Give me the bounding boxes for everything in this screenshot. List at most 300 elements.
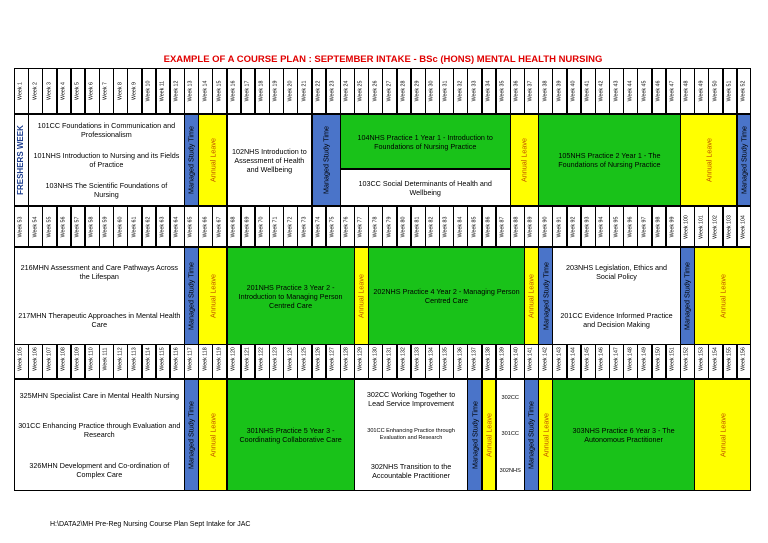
- module-name: 101NHS Introduction to Nursing and its Fields of Practice: [33, 151, 180, 169]
- week-header-cell: [28, 206, 43, 247]
- week-label: Week 150: [655, 346, 662, 371]
- week-header-cell: [666, 206, 681, 247]
- annual-leave-block: [510, 114, 539, 206]
- module-name: 216MHN Assessment and Care Pathways Across the Lifespan: [20, 263, 179, 281]
- week-label: Week 91: [556, 216, 563, 237]
- week-label: Week 71: [272, 216, 279, 237]
- week-label: Week 145: [584, 346, 591, 371]
- week-header-cell: [198, 206, 213, 247]
- week-header-cell: [723, 206, 738, 247]
- week-label: Week 16: [230, 80, 237, 102]
- week-label: Week 1: [17, 82, 24, 100]
- week-label: Week 59: [102, 216, 109, 237]
- managed-study-time-block: [184, 114, 199, 206]
- week-label: Week 104: [740, 214, 747, 239]
- week-label: Week 80: [400, 216, 407, 237]
- week-header-cell: [184, 206, 199, 247]
- week-label: Week 54: [31, 216, 38, 237]
- block-label: Annual Leave: [484, 413, 494, 457]
- week-label: Week 8: [116, 82, 123, 100]
- week-header-cell: [439, 68, 454, 114]
- practice-placement-block: [368, 247, 524, 345]
- practice-placement-block: [227, 247, 355, 345]
- week-label: Week 82: [428, 216, 435, 237]
- week-label: Week 155: [726, 346, 733, 371]
- week-label: Week 4: [60, 82, 67, 100]
- week-header-cell: [212, 206, 227, 247]
- module-block: [354, 379, 468, 491]
- week-label: Week 132: [400, 346, 407, 371]
- module-name: 101CC Foundations in Communication and Professionalism: [37, 121, 176, 139]
- annual-leave-block: [198, 114, 227, 206]
- week-header-cell: [368, 206, 383, 247]
- week-label: Week 30: [428, 80, 435, 102]
- week-header-cell: [227, 206, 242, 247]
- week-label: Week 154: [712, 346, 719, 371]
- week-header-cell: [425, 206, 440, 247]
- week-header-cell: [156, 206, 171, 247]
- module-name: 303NHS Practice 6 Year 3 - The Autonomous Practitioner: [572, 426, 675, 444]
- week-header-cell: [623, 68, 638, 114]
- week-header-cell: [382, 206, 397, 247]
- week-label: Week 65: [187, 216, 194, 237]
- week-label: Week 6: [88, 82, 95, 100]
- week-label: Week 115: [159, 346, 166, 371]
- week-header-cell: [453, 68, 468, 114]
- week-header-cell: [524, 68, 539, 114]
- week-label: Week 108: [60, 346, 67, 371]
- week-label: Week 22: [315, 80, 322, 102]
- week-label: Week 81: [414, 216, 421, 237]
- week-label: Week 20: [286, 80, 293, 102]
- week-label: Week 112: [116, 346, 123, 371]
- week-label: Week 152: [683, 346, 690, 371]
- module-block: [496, 379, 525, 491]
- week-label: Week 34: [485, 80, 492, 102]
- week-label: Week 136: [456, 346, 463, 371]
- week-header-cell: [212, 68, 227, 114]
- week-header-cell: [666, 68, 681, 114]
- managed-study-time-block: [737, 114, 752, 206]
- week-header-cell: [255, 206, 270, 247]
- block-label: Managed Study Time: [541, 262, 551, 330]
- week-header-cell: [552, 68, 567, 114]
- week-label: Week 67: [216, 216, 223, 237]
- module-name: 325MHN Specialist Care in Mental Health Nursing: [19, 390, 180, 400]
- week-header-cell: [227, 68, 242, 114]
- module-name: 302CC Working Together to Lead Service Improvement: [366, 390, 456, 408]
- week-header-cell: [397, 206, 412, 247]
- week-label: Week 95: [612, 216, 619, 237]
- week-label: Week 48: [683, 80, 690, 102]
- week-label: Week 75: [329, 216, 336, 237]
- week-header-cell: [340, 68, 355, 114]
- week-label: Week 66: [201, 216, 208, 237]
- week-header-cell: [510, 68, 525, 114]
- week-header-cell: [354, 68, 369, 114]
- week-header-cell: [411, 206, 426, 247]
- week-label: Week 23: [329, 80, 336, 102]
- week-label: Week 101: [697, 214, 704, 239]
- week-label: Week 39: [556, 80, 563, 102]
- week-header-cell: [184, 68, 199, 114]
- module-name: 102NHS Introduction to Assessment of Health and Wellbeing: [231, 146, 307, 174]
- module-block: [14, 379, 185, 491]
- week-header-cell: [142, 206, 157, 247]
- week-header-cell: [680, 206, 695, 247]
- week-header-cell: [680, 68, 695, 114]
- file-path-footer: H:\DATA2\MH Pre-Reg Nursing Course Plan Sept Intake for JAC: [50, 521, 251, 528]
- week-header-cell: [71, 206, 86, 247]
- freshers-week-block: [14, 114, 29, 206]
- week-header-cell: [467, 206, 482, 247]
- annual-leave-block: [538, 379, 553, 491]
- block-label: Managed Study Time: [739, 126, 749, 194]
- week-header-cell: [708, 68, 723, 114]
- module-name: 104NHS Practice 1 Year 1 - Introduction to Foundations of Nursing Practice: [357, 132, 493, 151]
- week-label: Week 36: [513, 80, 520, 102]
- week-label: Week 100: [683, 214, 690, 239]
- annual-leave-block: [680, 114, 737, 206]
- module-name: 301CC Enhancing Practice through Evaluation and Research: [367, 428, 455, 441]
- week-label: Week 28: [400, 80, 407, 102]
- week-header-cell: [241, 206, 256, 247]
- week-label: Week 156: [740, 346, 747, 371]
- managed-study-time-block: [524, 379, 539, 491]
- week-header-cell: [496, 206, 511, 247]
- module-name: 105NHS Practice 2 Year 1 - The Foundations of Nursing Practice: [558, 151, 661, 169]
- week-header-cell: [99, 68, 114, 114]
- week-label: Week 148: [627, 346, 634, 371]
- week-header-cell: [85, 68, 100, 114]
- week-label: Week 61: [131, 216, 138, 237]
- week-header-cell: [652, 206, 667, 247]
- week-header-cell: [411, 68, 426, 114]
- week-label: Week 44: [627, 80, 634, 102]
- module-name: 103CC Social Determinants of Health and Wellbeing: [358, 178, 492, 197]
- practice-placement-block: [340, 114, 511, 169]
- week-header-cell: [737, 68, 752, 114]
- week-label: Week 2: [31, 82, 38, 100]
- week-header-cell: [57, 68, 72, 114]
- week-label: Week 141: [527, 346, 534, 371]
- week-label: Week 84: [456, 216, 463, 237]
- week-label: Week 116: [173, 346, 180, 371]
- week-label: Week 15: [216, 80, 223, 102]
- annual-leave-block: [482, 379, 497, 491]
- week-header-cell: [127, 68, 142, 114]
- week-label: Week 149: [641, 346, 648, 371]
- week-label: Week 103: [726, 214, 733, 239]
- block-label: Annual Leave: [541, 413, 551, 457]
- week-header-cell: [255, 68, 270, 114]
- module-name: 103NHS The Scientific Foundations of Nursing: [45, 181, 168, 199]
- week-label: Week 122: [258, 346, 265, 371]
- managed-study-time-block: [184, 247, 199, 345]
- week-header-cell: [723, 68, 738, 114]
- week-label: Week 46: [655, 80, 662, 102]
- week-label: Week 137: [471, 346, 478, 371]
- week-label: Week 124: [286, 346, 293, 371]
- week-label: Week 143: [556, 346, 563, 371]
- week-header-cell: [42, 206, 57, 247]
- week-label: Week 139: [499, 346, 506, 371]
- week-label: Week 127: [329, 346, 336, 371]
- week-header-cell: [425, 68, 440, 114]
- week-label: Week 50: [712, 80, 719, 102]
- week-label: Week 120: [230, 346, 237, 371]
- week-header-cell: [297, 206, 312, 247]
- week-label: Week 106: [31, 346, 38, 371]
- week-header-cell: [382, 68, 397, 114]
- week-header-cell: [453, 206, 468, 247]
- managed-study-time-block: [312, 114, 341, 206]
- module-block: [14, 247, 185, 345]
- week-header-cell: [552, 206, 567, 247]
- practice-placement-block: [552, 379, 694, 491]
- week-label: Week 21: [301, 80, 308, 102]
- week-header-cell: [567, 206, 582, 247]
- annual-leave-block: [694, 247, 751, 345]
- week-label: Week 35: [499, 80, 506, 102]
- week-label: Week 45: [641, 80, 648, 102]
- module-name: 217MHN Therapeutic Approaches in Mental Health Care: [18, 311, 181, 329]
- week-header-cell: [28, 68, 43, 114]
- block-label: Annual Leave: [356, 274, 366, 318]
- week-label: Week 12: [173, 80, 180, 102]
- week-label: Week 25: [357, 80, 364, 102]
- week-header-cell: [397, 68, 412, 114]
- block-label: Managed Study Time: [321, 126, 331, 194]
- week-label: Week 85: [471, 216, 478, 237]
- week-label: Week 94: [598, 216, 605, 237]
- block-label: Annual Leave: [718, 413, 728, 457]
- annual-leave-block: [198, 247, 227, 345]
- week-label: Week 87: [499, 216, 506, 237]
- block-label: Managed Study Time: [186, 401, 196, 469]
- week-label: Week 147: [612, 346, 619, 371]
- week-header-cell: [439, 206, 454, 247]
- week-label: Week 56: [60, 216, 67, 237]
- week-header-cell: [241, 68, 256, 114]
- week-label: Week 125: [301, 346, 308, 371]
- week-label: Week 90: [542, 216, 549, 237]
- week-header-cell: [637, 206, 652, 247]
- week-header-cell: [326, 68, 341, 114]
- week-header-cell: [99, 206, 114, 247]
- week-label: Week 134: [428, 346, 435, 371]
- practice-placement-block: [227, 379, 355, 491]
- week-label: Week 33: [471, 80, 478, 102]
- week-label: Week 53: [17, 216, 24, 237]
- block-label: Annual Leave: [519, 138, 529, 182]
- week-label: Week 129: [357, 346, 364, 371]
- week-header-cell: [283, 206, 298, 247]
- week-label: Week 83: [442, 216, 449, 237]
- week-label: Week 119: [216, 346, 223, 371]
- practice-placement-block: [538, 114, 680, 206]
- week-header-cell: [496, 68, 511, 114]
- week-label: Week 140: [513, 346, 520, 371]
- week-header-cell: [652, 68, 667, 114]
- week-label: Week 102: [712, 214, 719, 239]
- annual-leave-block: [694, 379, 751, 491]
- module-name: 326MHN Development and Co-ordination of Complex Care: [29, 461, 170, 480]
- module-name: 301NHS Practice 5 Year 3 - Coordinating Collaborative Care: [239, 426, 342, 444]
- week-header-cell: [609, 206, 624, 247]
- week-header-cell: [595, 68, 610, 114]
- week-label: Week 138: [485, 346, 492, 371]
- week-header-cell: [567, 68, 582, 114]
- week-label: Week 55: [46, 216, 53, 237]
- week-label: Week 13: [187, 80, 194, 102]
- week-label: Week 92: [570, 216, 577, 237]
- week-label: Week 3: [46, 82, 53, 100]
- week-header-cell: [42, 68, 57, 114]
- week-label: Week 131: [386, 346, 393, 371]
- week-label: Week 5: [74, 82, 81, 100]
- block-label: Managed Study Time: [470, 401, 480, 469]
- page-title: EXAMPLE OF A COURSE PLAN : SEPTEMBER INTAKE - BSc (HONS) MENTAL HEALTH NURSING: [163, 54, 603, 65]
- week-header-cell: [708, 206, 723, 247]
- week-header-cell: [538, 68, 553, 114]
- week-header-cell: [170, 206, 185, 247]
- week-label: Week 121: [244, 346, 251, 371]
- week-header-cell: [283, 68, 298, 114]
- week-label: Week 47: [669, 80, 676, 102]
- module-name: 302NHS Transition to the Accountable Practitioner: [370, 461, 452, 480]
- module-name: 201NHS Practice 3 Year 2 - Introduction to Managing Person Centred Care: [238, 282, 343, 310]
- week-header-cell: [297, 68, 312, 114]
- week-label: Week 17: [244, 80, 251, 102]
- week-header-cell: [113, 68, 128, 114]
- week-label: Week 57: [74, 216, 81, 237]
- week-label: Week 14: [201, 80, 208, 102]
- week-label: Week 128: [343, 346, 350, 371]
- module-name: 202NHS Practice 4 Year 2 - Managing Person Centred Care: [373, 287, 520, 305]
- week-header-cell: [14, 206, 29, 247]
- week-label: Week 77: [357, 216, 364, 237]
- week-label: Week 79: [386, 216, 393, 237]
- block-label: Annual Leave: [208, 138, 218, 182]
- week-label: Week 72: [286, 216, 293, 237]
- week-header-cell: [368, 68, 383, 114]
- week-header-cell: [269, 206, 284, 247]
- week-label: Week 52: [740, 80, 747, 102]
- week-header-cell: [85, 206, 100, 247]
- block-label: Managed Study Time: [682, 262, 692, 330]
- module-name: 301CC Enhancing Practice through Evaluation and Research: [18, 421, 181, 440]
- block-label: Managed Study Time: [526, 401, 536, 469]
- week-label: Week 109: [74, 346, 81, 371]
- module-name: 302NHS: [499, 468, 521, 475]
- week-label: Week 146: [598, 346, 605, 371]
- week-label: Week 49: [697, 80, 704, 102]
- module-name: 301CC: [501, 431, 519, 438]
- managed-study-time-block: [680, 247, 695, 345]
- block-label: Annual Leave: [208, 413, 218, 457]
- week-label: Week 63: [159, 216, 166, 237]
- week-label: Week 107: [46, 346, 53, 371]
- week-header-cell: [326, 206, 341, 247]
- week-label: Week 113: [131, 346, 138, 371]
- managed-study-time-block: [538, 247, 553, 345]
- module-name: 203NHS Legislation, Ethics and Social Policy: [565, 263, 668, 281]
- week-header-cell: [538, 206, 553, 247]
- week-label: Week 7: [102, 82, 109, 100]
- week-label: Week 58: [88, 216, 95, 237]
- annual-leave-block: [198, 379, 227, 491]
- week-label: Week 68: [230, 216, 237, 237]
- week-header-cell: [113, 206, 128, 247]
- week-label: Week 86: [485, 216, 492, 237]
- week-header-cell: [637, 68, 652, 114]
- week-label: Week 10: [145, 80, 152, 102]
- week-header-cell: [510, 206, 525, 247]
- week-header-cell: [694, 68, 709, 114]
- week-label: Week 41: [584, 80, 591, 102]
- block-label: Annual Leave: [526, 274, 536, 318]
- week-header-cell: [71, 68, 86, 114]
- week-label: Week 64: [173, 216, 180, 237]
- week-header-cell: [694, 206, 709, 247]
- week-label: Week 114: [145, 346, 152, 371]
- week-header-cell: [467, 68, 482, 114]
- week-label: Week 69: [244, 216, 251, 237]
- week-label: Week 60: [116, 216, 123, 237]
- week-header-cell: [623, 206, 638, 247]
- week-header-cell: [57, 206, 72, 247]
- week-header-cell: [156, 68, 171, 114]
- week-label: Week 133: [414, 346, 421, 371]
- week-label: Week 73: [301, 216, 308, 237]
- block-label: FRESHERS WEEK: [16, 125, 26, 195]
- week-header-cell: [170, 68, 185, 114]
- week-label: Week 142: [542, 346, 549, 371]
- week-header-cell: [312, 206, 327, 247]
- module-name: 201CC Evidence Informed Practice and Decision Making: [560, 311, 673, 329]
- week-label: Week 27: [386, 80, 393, 102]
- week-label: Week 135: [442, 346, 449, 371]
- week-label: Week 151: [669, 346, 676, 371]
- week-label: Week 111: [102, 347, 109, 370]
- block-label: Managed Study Time: [186, 126, 196, 194]
- week-header-cell: [737, 206, 752, 247]
- week-label: Week 38: [542, 80, 549, 102]
- week-label: Week 31: [442, 80, 449, 102]
- week-header-cell: [524, 206, 539, 247]
- week-label: Week 89: [527, 216, 534, 237]
- week-label: Week 37: [527, 80, 534, 102]
- week-label: Week 26: [371, 80, 378, 102]
- week-label: Week 123: [272, 346, 279, 371]
- week-header-cell: [142, 68, 157, 114]
- week-label: Week 144: [570, 346, 577, 371]
- week-header-cell: [581, 206, 596, 247]
- week-label: Week 96: [627, 216, 634, 237]
- week-header-cell: [581, 68, 596, 114]
- week-label: Week 130: [371, 346, 378, 371]
- week-label: Week 76: [343, 216, 350, 237]
- week-label: Week 78: [371, 216, 378, 237]
- week-label: Week 51: [726, 80, 733, 102]
- week-header-cell: [609, 68, 624, 114]
- week-header-cell: [14, 68, 29, 114]
- week-label: Week 40: [570, 80, 577, 102]
- block-label: Annual Leave: [718, 274, 728, 318]
- block-label: Managed Study Time: [186, 262, 196, 330]
- week-label: Week 43: [612, 80, 619, 102]
